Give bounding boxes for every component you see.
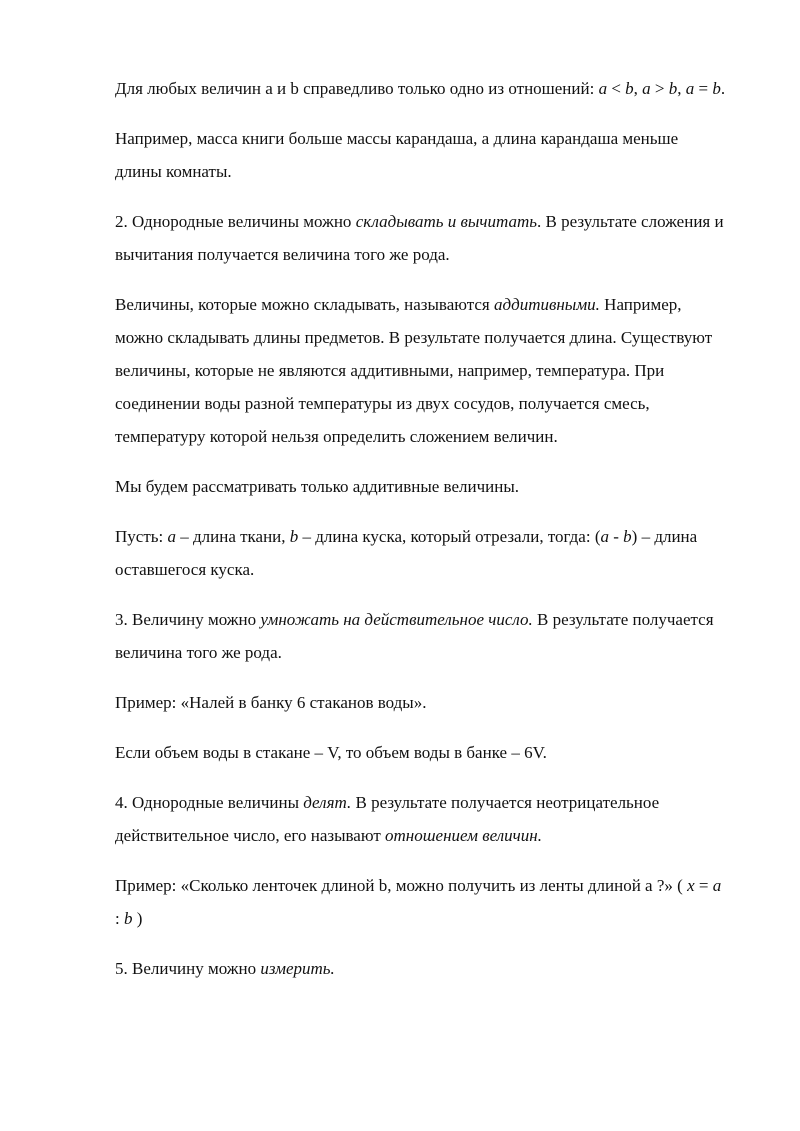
italic-text: a — [600, 527, 609, 546]
text-run: - — [608, 527, 624, 546]
italic-text: x — [687, 876, 695, 895]
text-run: > — [650, 79, 669, 98]
text-run: , — [677, 79, 686, 98]
document-body — [115, 72, 728, 985]
text-run: 3. Величину можно — [115, 610, 261, 629]
text-run: = — [694, 876, 713, 895]
text-run: Величины, которые можно складывать, называются — [115, 295, 495, 314]
paragraph-volume — [115, 736, 728, 769]
text-run: . В результате сложения и вычитания получается величина того же рода. — [115, 212, 724, 264]
paragraph-example-ribbon — [115, 869, 728, 935]
text-run: < — [607, 79, 626, 98]
text-run: , — [633, 79, 643, 98]
italic-text: a — [598, 79, 608, 98]
text-run: Пусть: — [115, 527, 168, 546]
text-run: ) — [132, 909, 143, 928]
paragraph-example-jar — [115, 686, 728, 719]
text-run: В результате получается величина того же рода. — [115, 610, 714, 662]
italic-text: b — [712, 79, 721, 98]
paragraph-additive — [115, 288, 728, 453]
paragraph-point-3 — [115, 603, 728, 669]
paragraph-point-2 — [115, 205, 728, 271]
text-run: Для любых величин а и b справедливо только одно из отношений: — [115, 79, 599, 98]
text-run: . — [720, 79, 726, 98]
italic-text: аддитивными. — [494, 295, 600, 314]
italic-text: делят. — [303, 793, 352, 812]
text-run: Если объем воды в стакане – V, то объем воды в банке – 6V. — [115, 743, 547, 762]
text-run: Например, масса книги больше массы карандаша, а длина карандаша меньше длины комнаты. — [115, 129, 679, 181]
italic-text: b — [289, 527, 299, 546]
paragraph-point-5 — [115, 952, 728, 985]
text-run: – длина куска, который отрезали, тогда: ( — [298, 527, 601, 546]
paragraph-relation — [115, 72, 728, 105]
text-run: Мы будем рассматривать только аддитивные величины. — [115, 477, 520, 496]
italic-text: b — [123, 909, 133, 928]
text-run: Пример: «Сколько ленточек длиной b, можно получить из ленты длиной а ?» ( — [115, 876, 688, 895]
italic-text: умножать на действительное число. — [260, 610, 533, 629]
italic-text: a — [642, 79, 651, 98]
text-run: В результате получается неотрицательное действительное число, его называют — [115, 793, 660, 845]
paragraph-only-additive — [115, 470, 728, 503]
italic-text: a — [167, 527, 176, 546]
paragraph-point-4 — [115, 786, 728, 852]
text-run: 5. Величину можно — [115, 959, 261, 978]
paragraph-fabric — [115, 520, 728, 586]
italic-text: измерить. — [260, 959, 335, 978]
text-run: 4. Однородные величины — [115, 793, 304, 812]
italic-text: b — [625, 79, 634, 98]
italic-text: складывать и вычитать — [355, 212, 538, 231]
italic-text: отношением величин. — [385, 826, 542, 845]
text-run: Пример: «Налей в банку 6 стаканов воды». — [115, 693, 427, 712]
italic-text: b — [623, 527, 632, 546]
text-run: ) – длина оставшегося куска. — [115, 527, 698, 579]
italic-text: a — [685, 79, 695, 98]
text-run: Например, можно складывать длины предметов. В результате получается длина. Существуют величины, которые не являются аддитивными, например, температура. При соединении воды разной температуры из двух сосудов, получается смесь, температуру которой нельзя определить сложением величин. — [115, 295, 713, 446]
text-run: = — [694, 79, 713, 98]
text-run: 2. Однородные величины можно — [115, 212, 356, 231]
italic-text: a — [712, 876, 722, 895]
paragraph-example-mass — [115, 122, 728, 188]
text-run: : — [115, 909, 124, 928]
italic-text: b — [668, 79, 678, 98]
text-run: – длина ткани, — [175, 527, 290, 546]
